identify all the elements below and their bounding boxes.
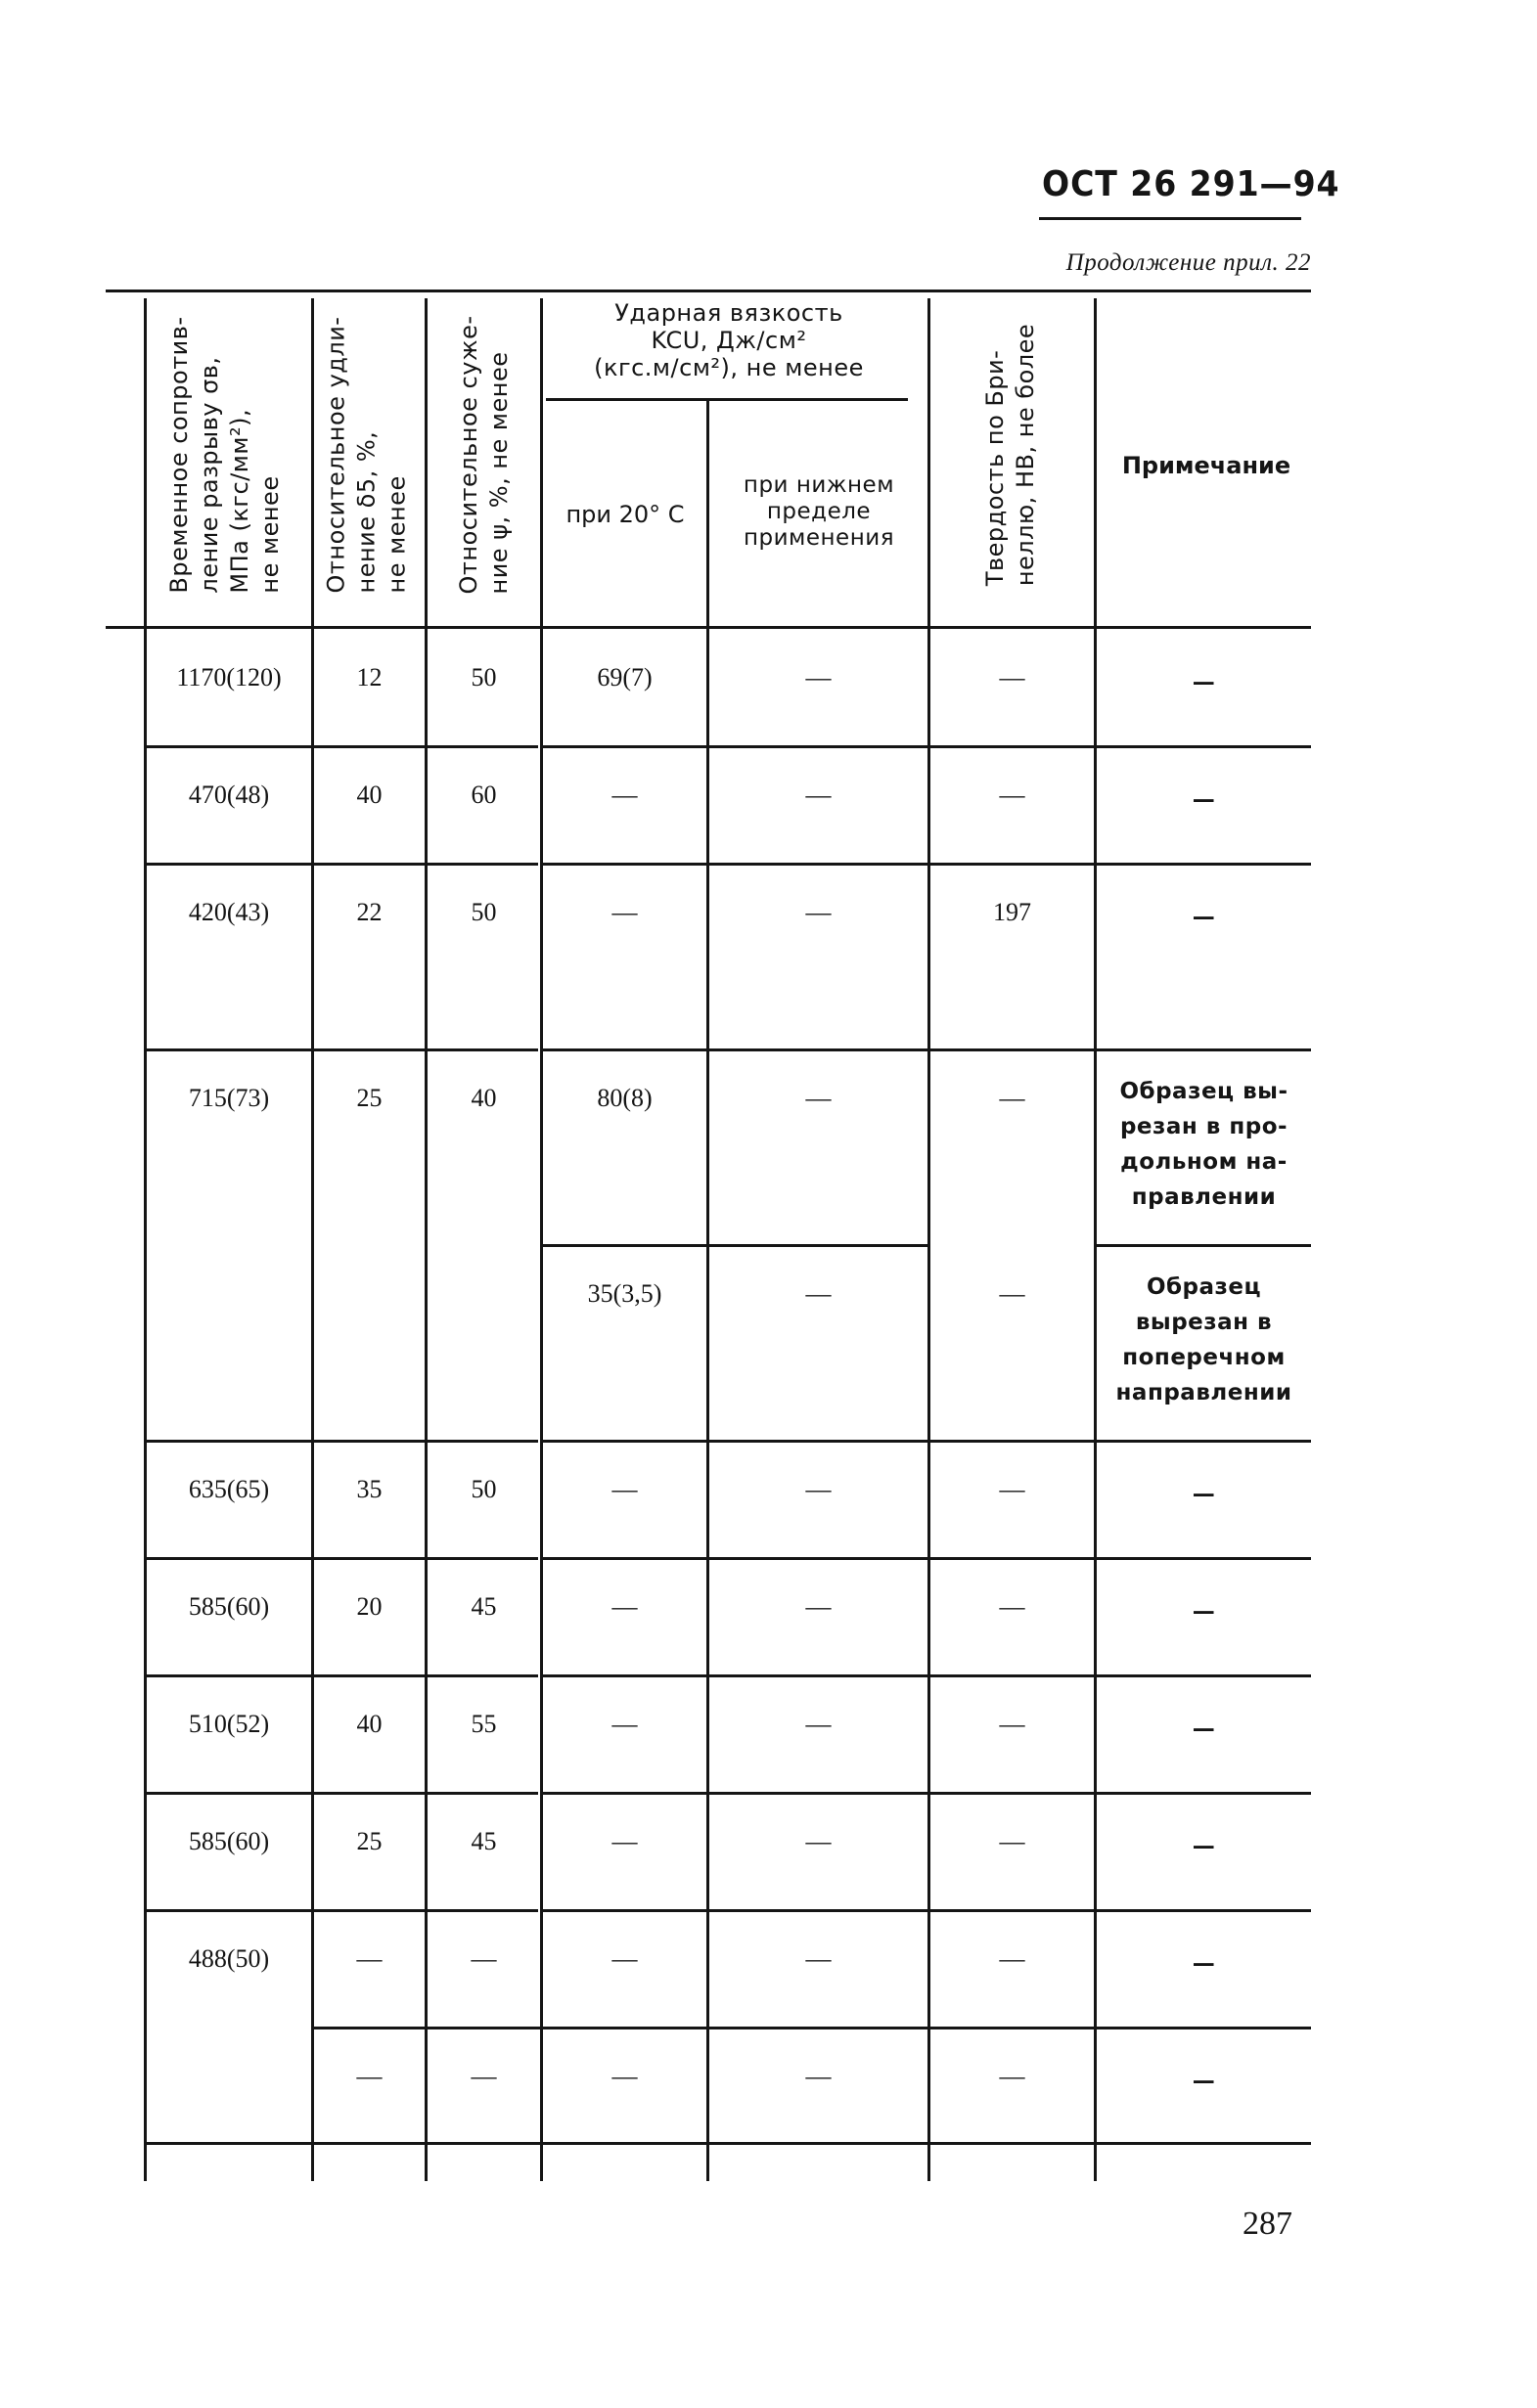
- row-divider: [543, 1557, 1311, 1560]
- cell-hardness: —: [999, 2062, 1025, 2090]
- row-divider: [1097, 1244, 1311, 1247]
- cell-impact-20c: —: [611, 1475, 638, 1503]
- cell-note: —: [1192, 1834, 1216, 1859]
- column-divider: [540, 298, 543, 2181]
- row-divider: [147, 1909, 538, 1912]
- cell-elongation: 40: [356, 780, 383, 809]
- cell-impact-20c: 69(7): [597, 663, 653, 691]
- cell-note: —: [1192, 1951, 1216, 1977]
- cell-impact-low: —: [805, 1944, 832, 1973]
- document-code: ОСТ 26 291—94: [1042, 164, 1340, 204]
- column-divider: [144, 298, 147, 2181]
- cell-hardness: —: [999, 1592, 1025, 1621]
- header-elongation: Относительное удли- нение δ5, %, не менее: [322, 316, 411, 594]
- cell-impact-low: —: [805, 780, 832, 809]
- row-divider: [543, 1048, 1311, 1051]
- cell-contraction: 45: [471, 1827, 497, 1855]
- cell-contraction: 50: [471, 1475, 497, 1503]
- table-top-border: [106, 290, 1311, 292]
- row-divider: [543, 863, 1311, 866]
- cell-contraction: —: [471, 1944, 497, 1973]
- cell-hardness: —: [999, 780, 1025, 809]
- cell-contraction: 45: [471, 1592, 497, 1621]
- cell-impact-low: —: [805, 1710, 832, 1738]
- cell-impact-low: —: [805, 1475, 832, 1503]
- column-divider: [425, 298, 428, 2181]
- cell-contraction: 60: [471, 780, 497, 809]
- header-contraction: Относительное суже- ние ψ, %, не менее: [455, 315, 513, 595]
- cell-impact-low: —: [805, 663, 832, 691]
- cell-impact-20c: 35(3,5): [587, 1279, 662, 1308]
- cell-tensile: 470(48): [188, 780, 270, 809]
- cell-contraction: 40: [471, 1084, 497, 1112]
- row-divider: [147, 863, 538, 866]
- row-divider: [543, 1244, 927, 1247]
- cell-impact-20c: —: [611, 780, 638, 809]
- cell-note: —: [1192, 1599, 1216, 1625]
- cell-impact-20c: 80(8): [597, 1084, 653, 1112]
- row-divider: [147, 1674, 538, 1677]
- cell-impact-20c: —: [611, 1592, 638, 1621]
- row-divider: [543, 1792, 1311, 1795]
- cell-note: Образец вырезан в поперечном направлении: [1115, 1274, 1292, 1405]
- cell-impact-20c: —: [611, 898, 638, 926]
- cell-hardness: —: [999, 1827, 1025, 1855]
- cell-tensile: 635(65): [188, 1475, 270, 1503]
- header-tensile-strength: Временное сопротив- ление разрыву σв, МПа (кгс/мм²), не менее: [165, 316, 284, 594]
- cell-note: —: [1192, 1717, 1216, 1742]
- cell-impact-low: —: [805, 1279, 832, 1308]
- row-divider: [543, 1909, 1311, 1912]
- cell-hardness: —: [999, 663, 1025, 691]
- continuation-label: Продолжение прил. 22: [1065, 249, 1311, 276]
- cell-note: Образец вы- резан в про- дольном на- правлении: [1119, 1079, 1288, 1210]
- cell-tensile: 1170(120): [176, 663, 282, 691]
- cell-contraction: 50: [471, 898, 497, 926]
- cell-impact-low: —: [805, 1592, 832, 1621]
- column-divider: [927, 298, 930, 2181]
- cell-contraction: —: [471, 2062, 497, 2090]
- row-divider: [147, 2142, 1311, 2145]
- cell-impact-20c: —: [611, 2062, 638, 2090]
- header-impact-20c: при 20° С: [565, 501, 685, 528]
- cell-tensile: 488(50): [188, 1944, 270, 1973]
- cell-note: —: [1192, 905, 1216, 930]
- row-divider: [147, 1440, 538, 1443]
- header-hardness: Твердость по Бри- неллю, НВ, не более: [981, 323, 1039, 587]
- row-divider: [147, 1792, 538, 1795]
- row-divider: [147, 1557, 538, 1560]
- cell-elongation: 25: [356, 1827, 383, 1855]
- column-divider: [1094, 298, 1097, 2181]
- cell-impact-low: —: [805, 2062, 832, 2090]
- cell-note: —: [1192, 787, 1216, 813]
- document-code-underline: [1039, 217, 1301, 220]
- cell-contraction: 55: [471, 1710, 497, 1738]
- column-divider: [311, 298, 314, 2181]
- page-number: 287: [1243, 2206, 1292, 2242]
- cell-note: —: [1192, 2069, 1216, 2094]
- cell-impact-low: —: [805, 1084, 832, 1112]
- cell-impact-20c: —: [611, 1710, 638, 1738]
- cell-tensile: 510(52): [188, 1710, 270, 1738]
- cell-tensile: 585(60): [188, 1592, 270, 1621]
- cell-elongation: —: [356, 1944, 383, 1973]
- row-divider: [147, 745, 538, 748]
- cell-hardness: 197: [993, 898, 1031, 926]
- cell-tensile: 420(43): [188, 898, 270, 926]
- row-divider: [543, 745, 1311, 748]
- row-divider: [543, 1440, 1311, 1443]
- cell-tensile: 715(73): [188, 1084, 270, 1112]
- cell-note: —: [1192, 1482, 1216, 1507]
- header-impact-low-limit: при нижнем пределе применения: [743, 472, 895, 551]
- cell-elongation: 25: [356, 1084, 383, 1112]
- cell-impact-20c: —: [611, 1944, 638, 1973]
- cell-hardness: —: [999, 1475, 1025, 1503]
- cell-elongation: 12: [356, 663, 383, 691]
- row-divider: [314, 2027, 1311, 2029]
- cell-note: —: [1192, 670, 1216, 695]
- header-impact-strength: Ударная вязкость KCU, Дж/см² (кгс.м/см²), не менее: [594, 299, 864, 381]
- cell-impact-20c: —: [611, 1827, 638, 1855]
- row-divider: [147, 1048, 538, 1051]
- cell-elongation: 22: [356, 898, 383, 926]
- cell-elongation: 40: [356, 1710, 383, 1738]
- cell-hardness: —: [999, 1710, 1025, 1738]
- cell-hardness: —: [999, 1279, 1025, 1308]
- cell-hardness: —: [999, 1944, 1025, 1973]
- cell-elongation: 20: [356, 1592, 383, 1621]
- cell-tensile: 585(60): [188, 1827, 270, 1855]
- header-note: Примечание: [1121, 452, 1291, 479]
- impact-header-divider: [546, 398, 908, 401]
- cell-hardness: —: [999, 1084, 1025, 1112]
- cell-impact-low: —: [805, 898, 832, 926]
- cell-elongation: 35: [356, 1475, 383, 1503]
- row-divider: [543, 1674, 1311, 1677]
- cell-contraction: 50: [471, 663, 497, 691]
- cell-impact-low: —: [805, 1827, 832, 1855]
- cell-elongation: —: [356, 2062, 383, 2090]
